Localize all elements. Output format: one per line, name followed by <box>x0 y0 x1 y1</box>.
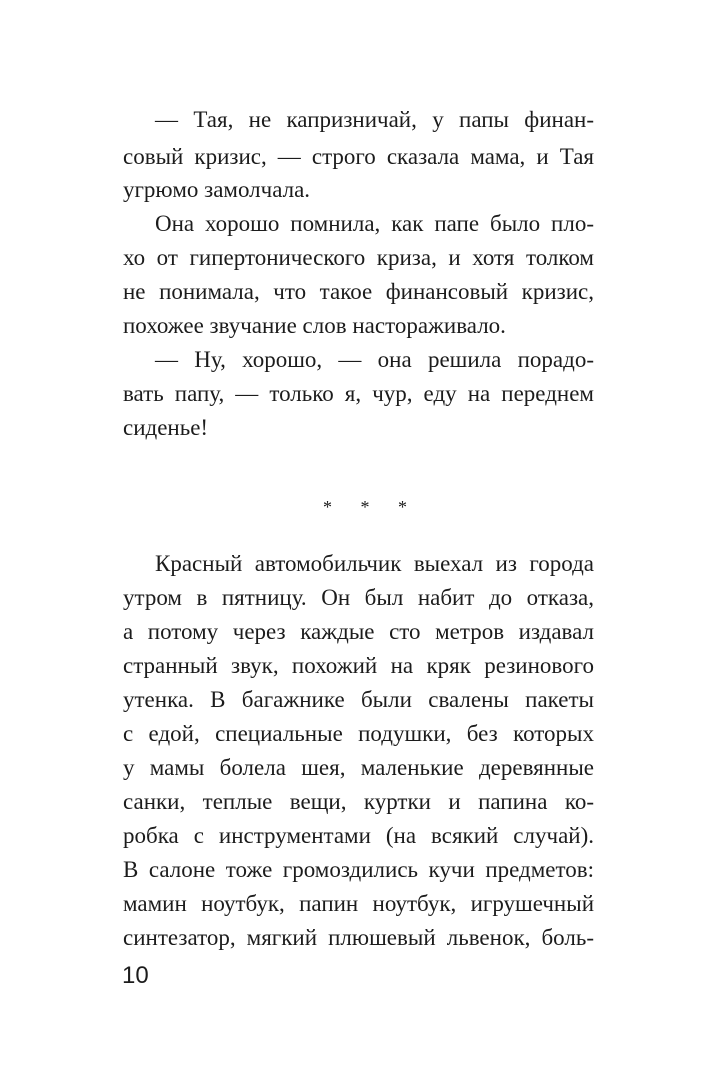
page-number: 10 <box>122 962 149 989</box>
text-line: совый кризис, — строго сказала мама, и Тая <box>123 144 594 169</box>
text-line: вать папу, — только я, чур, еду на переднем <box>123 381 594 406</box>
text-line: утенка. В багажнике были свалены пакеты <box>123 687 594 712</box>
text-line: а потому через каждые сто метров издавал <box>123 619 594 644</box>
text-line: у мамы болела шея, маленькие деревянные <box>123 755 594 780</box>
text-line: хо от гипертонического криза, и хотя толком <box>123 245 594 270</box>
text-line: Она хорошо помнила, как папе было пло- <box>155 211 594 236</box>
text-line: странный звук, похожий на кряк резинового <box>123 653 594 678</box>
text-line: санки, теплые вещи, куртки и папина ко- <box>123 789 594 814</box>
text-line: робка с инструментами (на всякий случай). <box>123 823 594 848</box>
text-line: В салоне тоже громоздились кучи предметов: <box>123 857 594 882</box>
text-line: утром в пятницу. Он был набит до отказа, <box>123 585 594 610</box>
text-line: мамин ноутбук, папин ноутбук, игрушечный <box>123 891 594 916</box>
text-line: синтезатор, мягкий плюшевый львенок, боль- <box>123 925 594 950</box>
text-line: с едой, специальные подушки, без которых <box>123 721 594 746</box>
text-line: угрюмо замолчала. <box>123 177 311 202</box>
text-line: — Тая, не капризничай, у папы финан- <box>155 107 594 132</box>
text-line: сиденье! <box>123 415 209 440</box>
text-line: не понимала, что такое финансовый кризис, <box>123 279 594 304</box>
text-line: похожее звучание слов настораживало. <box>123 313 506 338</box>
section-separator: * * * <box>323 497 419 517</box>
text-line: — Ну, хорошо, — она решила порадо- <box>155 347 594 372</box>
text-line: Красный автомобильчик выехал из города <box>155 551 594 576</box>
